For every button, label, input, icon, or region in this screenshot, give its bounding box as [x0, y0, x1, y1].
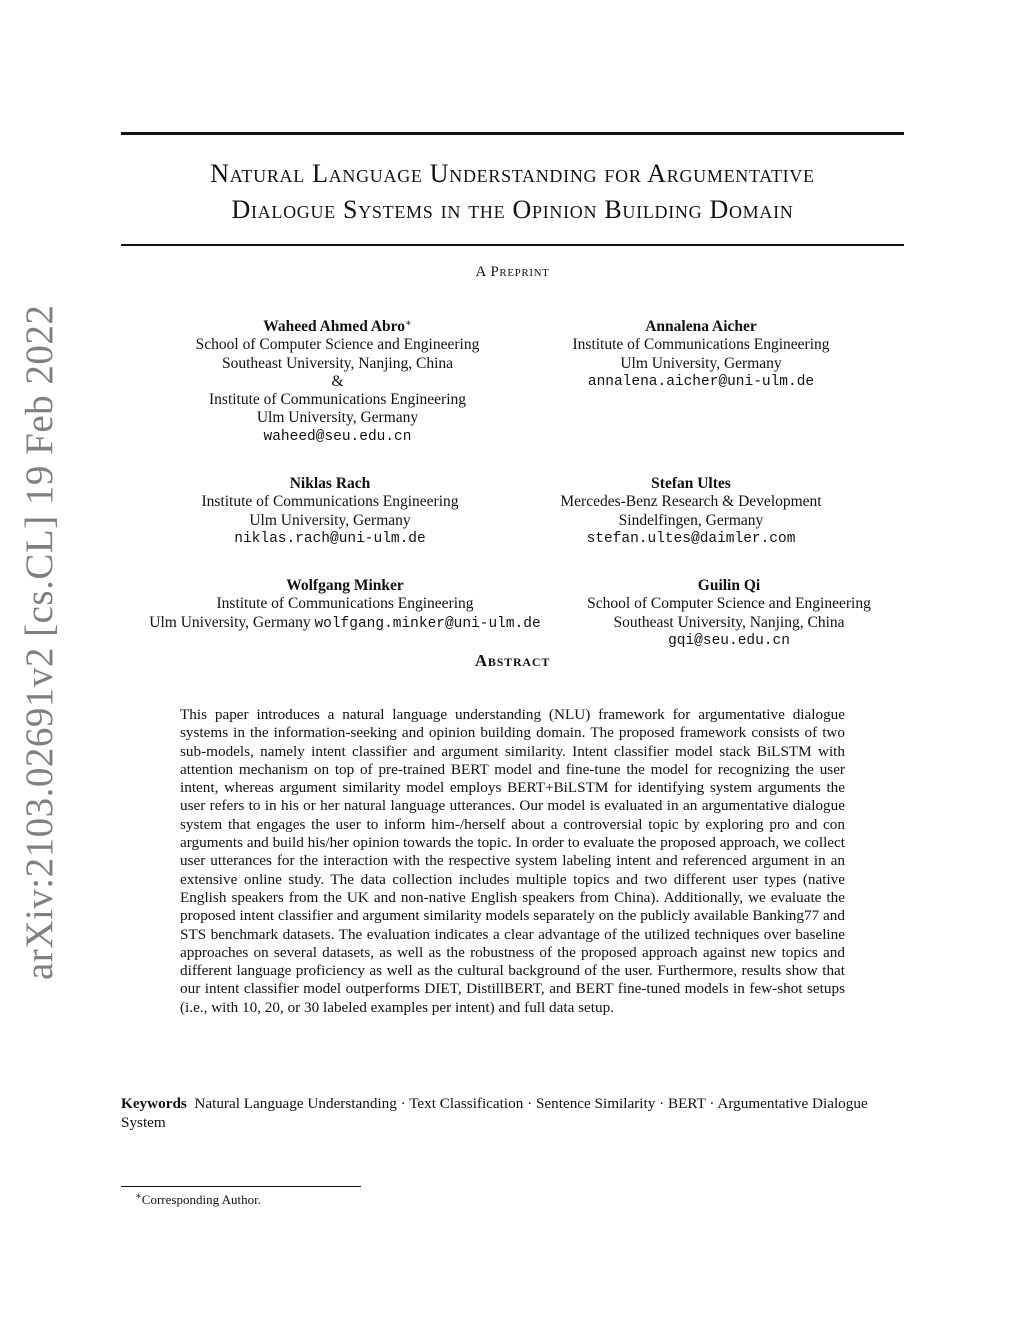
- corresponding-mark: ∗: [405, 318, 412, 329]
- title-line-2: Dialogue Systems in the Opinion Building Domain: [231, 195, 794, 224]
- abstract-body: This paper introduces a natural language understanding (NLU) framework for argumentative dialogue systems in the information-seeking and opinion building domain. The proposed framework consists of two sub-models, namely intent classifier and argument similarity. Intent classifier model stack BiLSTM with attention mechanism on top of pre-trained BERT model and fine-tune the model for recognizing the user intent, whereas argument similarity model employs BERT+BiLSTM for identifying system arguments the user refers to in his or her natural language utterances. Our model is evaluated in an argumentative dialogue system that engages the user to inform him-/herself about a controversial topic by exploring pro and con arguments and build his/her opinion towards the topic. In order to evaluate the proposed approach, we collect user utterances for the interaction with the respective system labeling intent and referenced argument in an extensive online study. The data collection includes multiple topics and two different user types (native English speakers from the UK and non-native English speakers from China). Additionally, we evaluate the proposed intent classifier and argument similarity models separately on the publicly available Banking77 and STS benchmark datasets. The evaluation indicates a clear advantage of the utilized techniques over baseline approaches on several datasets, as well as the robustness of the proposed approach against new topics and different language proficiency as well as the cultural background of the user. Furthermore, results show that our intent classifier model outperforms DIET, DistillBERT, and BERT fine-tuned models in few-shot setups (i.e., with 10, 20, or 30 labeled examples per intent) and full data setup.: [180, 706, 845, 1016]
- footnote: [135, 1192, 261, 1208]
- keywords-section: [121, 1095, 904, 1132]
- arxiv-identifier: arXiv:2103.02691v2 [cs.CL] 19 Feb 2022: [18, 304, 61, 980]
- author-affiliation: Southeast University, Nanjing, China: [613, 613, 845, 631]
- keywords-label: Keywords: [121, 1095, 187, 1112]
- author-affiliation: Southeast University, Nanjing, China: [221, 354, 454, 372]
- author-email[interactable]: waheed@seu.edu.cn: [263, 428, 412, 445]
- keywords-list: Natural Language Understanding · Text Classification · Sentence Similarity · BERT · Argumentative Dialogue System: [121, 1095, 868, 1131]
- author-block-aicher: [540, 318, 862, 391]
- author-name: Stefan Ultes: [651, 475, 731, 492]
- author-name: Waheed Ahmed Abro: [263, 318, 406, 335]
- author-affiliation: Mercedes-Benz Research & Development: [560, 493, 822, 511]
- author-affiliation: Institute of Communications Engineering: [209, 391, 466, 409]
- author-block-rach: [175, 475, 485, 548]
- author-email[interactable]: gqi@seu.edu.cn: [668, 632, 790, 649]
- author-affiliation: Institute of Communications Engineering: [572, 336, 830, 354]
- preprint-label: A Preprint: [475, 264, 550, 280]
- author-affiliation: &: [331, 372, 344, 390]
- author-block-abro: [150, 318, 525, 446]
- author-affiliation: Institute of Communications Engineering: [201, 493, 459, 511]
- author-email[interactable]: stefan.ultes@daimler.com: [586, 530, 796, 547]
- author-block-ultes: [530, 475, 852, 548]
- author-name: Annalena Aicher: [645, 318, 757, 335]
- author-block-minker: [125, 577, 565, 633]
- abstract-heading: Abstract: [474, 651, 551, 670]
- author-email[interactable]: niklas.rach@uni-ulm.de: [234, 530, 426, 547]
- author-affiliation: Ulm University, Germany: [256, 409, 419, 427]
- author-email[interactable]: annalena.aicher@uni-ulm.de: [587, 373, 815, 390]
- title-line-1: Natural Language Understanding for Argumentative: [210, 159, 815, 188]
- author-affiliation: School of Computer Science and Engineering: [195, 336, 480, 354]
- author-affiliation: School of Computer Science and Engineering: [587, 595, 871, 613]
- author-name: Guilin Qi: [697, 577, 761, 594]
- author-affiliation: Ulm University, Germany: [149, 613, 311, 631]
- title-top-rule: [121, 132, 904, 135]
- paper-title: [121, 156, 904, 228]
- author-affiliation: Ulm University, Germany: [249, 511, 411, 529]
- author-block-qi: [568, 577, 890, 650]
- author-affiliation: Institute of Communications Engineering: [216, 595, 474, 613]
- author-affiliation: Ulm University, Germany: [620, 354, 782, 372]
- footnote-text: Corresponding Author.: [141, 1192, 261, 1207]
- footnote-rule: [121, 1186, 361, 1187]
- author-affiliation: Sindelfingen, Germany: [618, 511, 764, 529]
- footnote-mark: ∗: [135, 1191, 142, 1202]
- author-name: Wolfgang Minker: [286, 577, 404, 594]
- author-email[interactable]: wolfgang.minker@uni-ulm.de: [314, 615, 541, 632]
- title-bottom-rule: [121, 244, 904, 246]
- author-name: Niklas Rach: [289, 475, 371, 492]
